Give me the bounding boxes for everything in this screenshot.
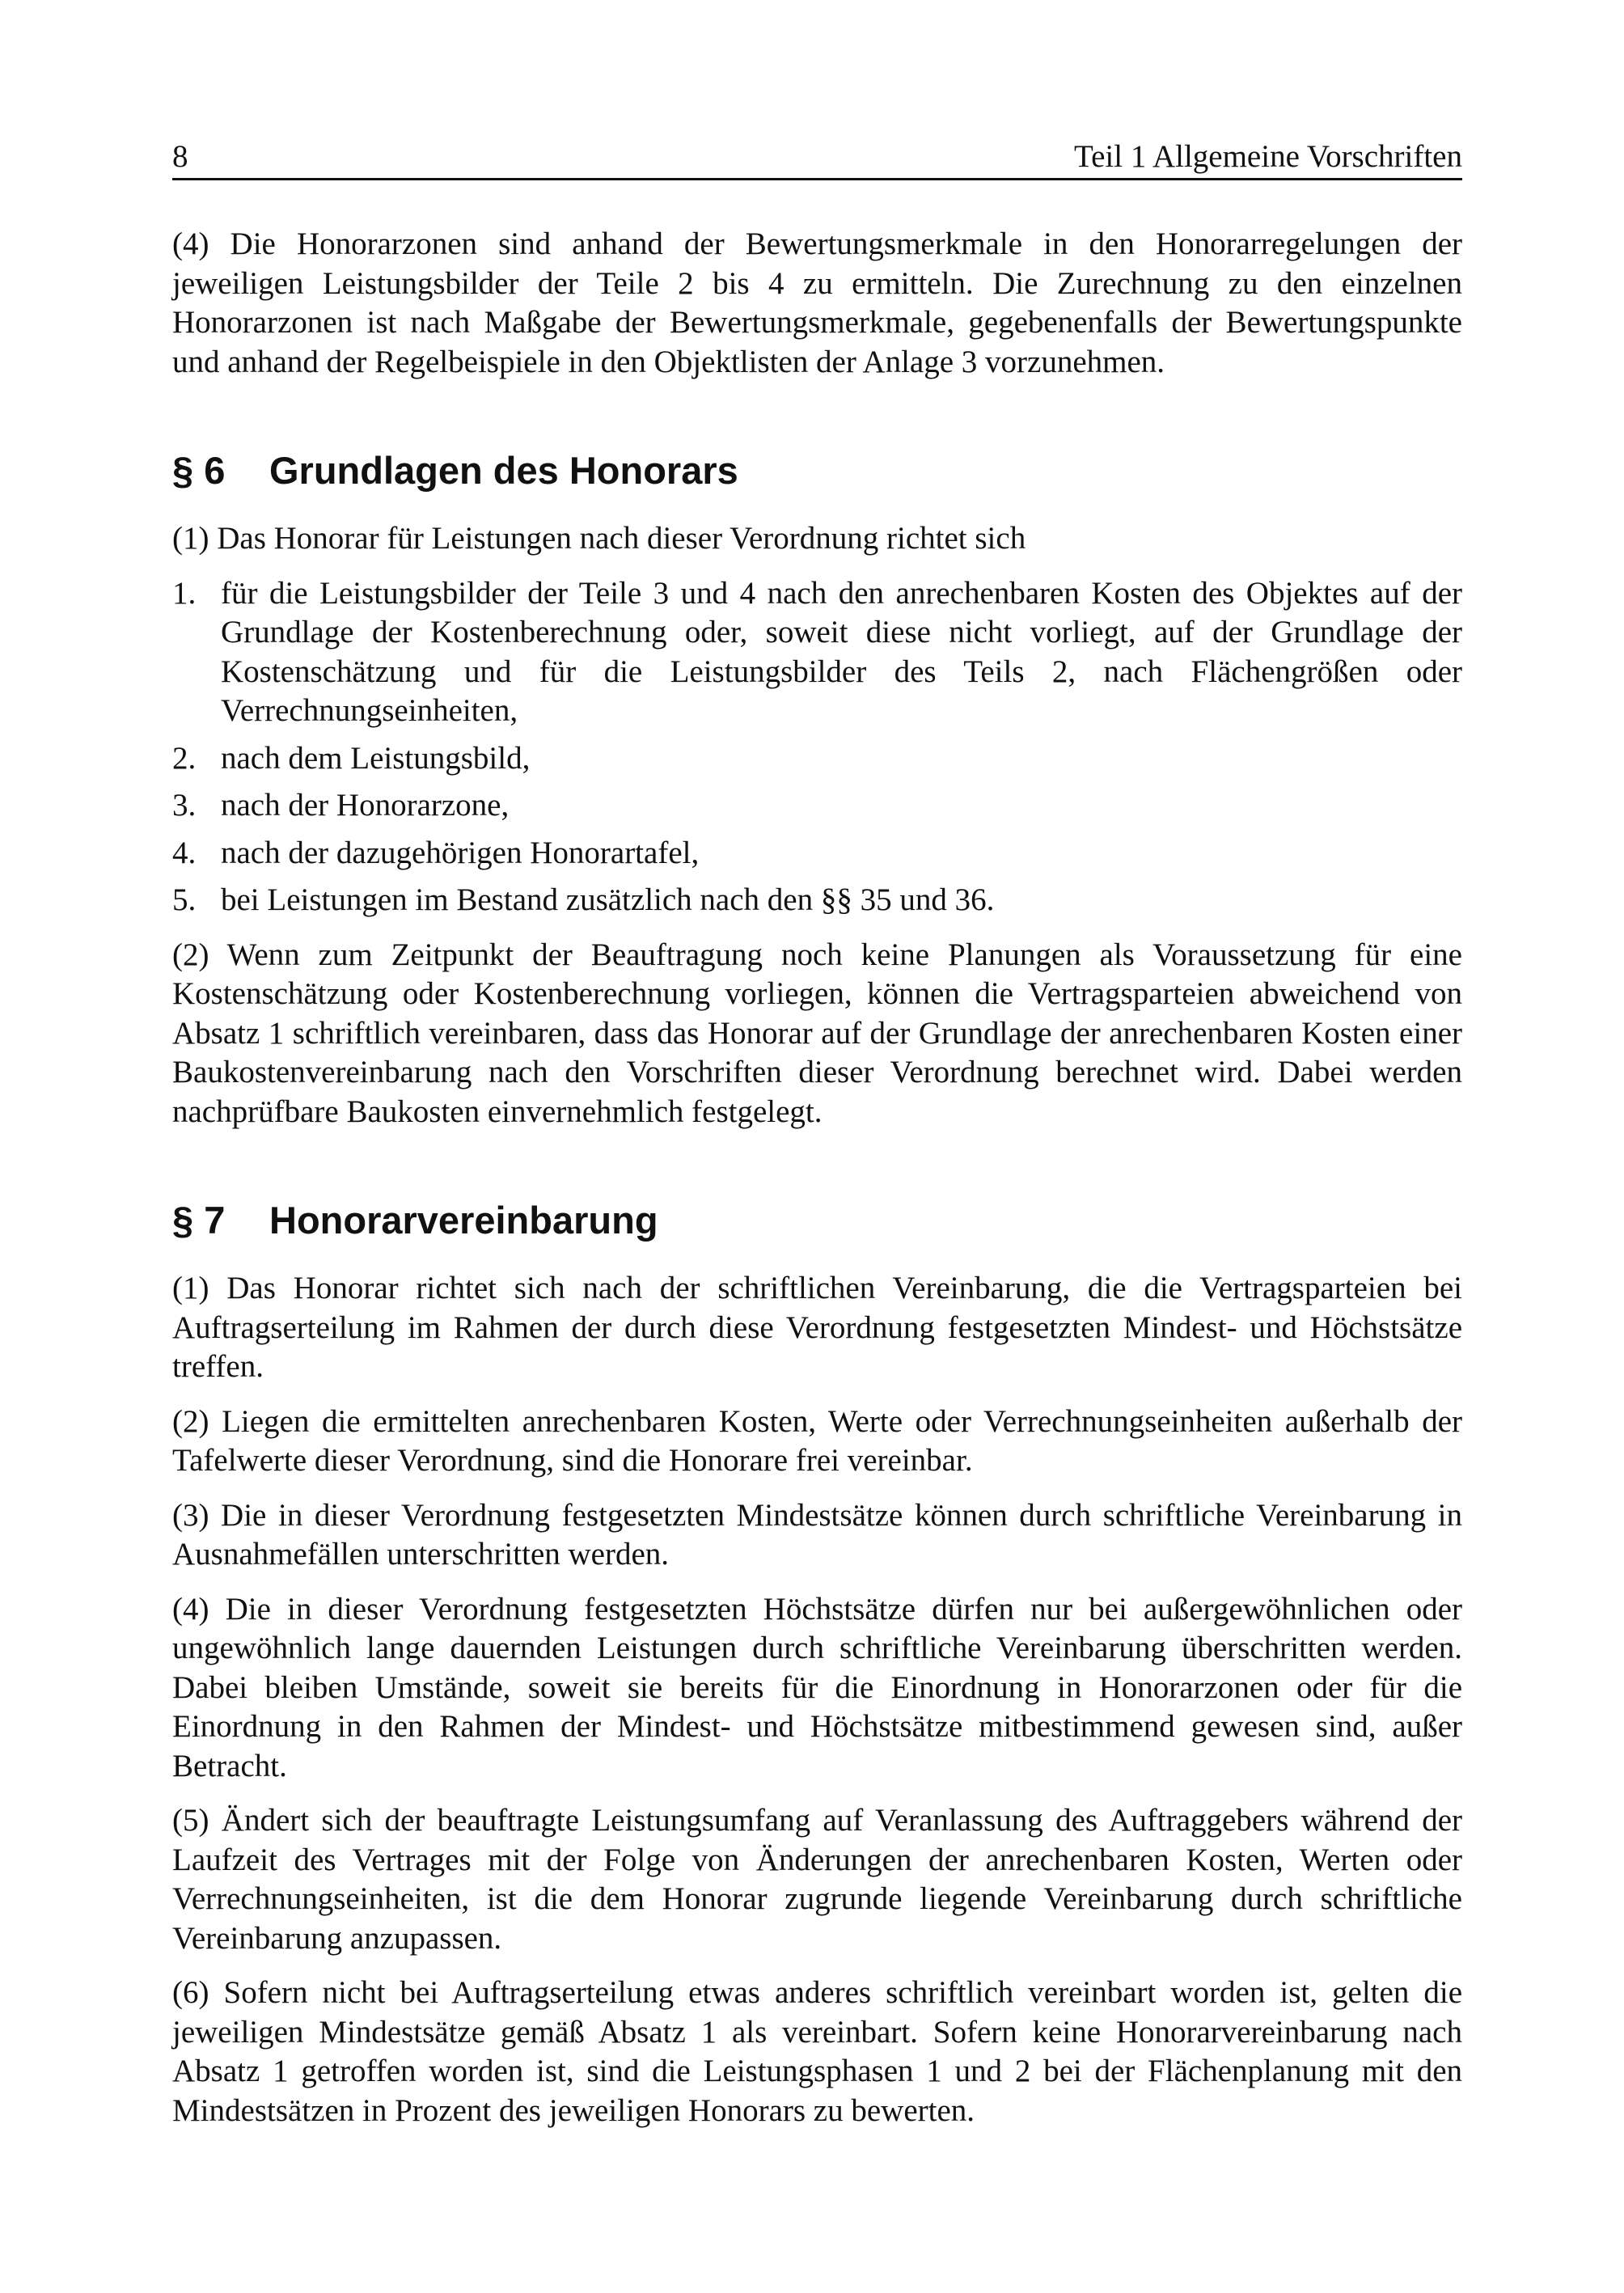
page-number: 8 [172,139,188,174]
list-item-text: für die Leistungsbilder der Teile 3 und 4 nach den anrechenbaren Kosten des Objektes auf der Grundlage der Kostenberechnung oder, soweit diese nicht vorliegt, auf der Grundlage der Kostenschätzung und für die Leistungsbilder des Teils 2, nach Flächengrößen oder Verrechnungseinheiten, [221,575,1462,728]
section-7-heading [172,1196,1462,1245]
section-7-paragraph-1: (1) Das Honorar richtet sich nach der schriftlichen Vereinbarung, die die Vertragsparteien bei Auftragserteilung im Rahmen der durch diese Verordnung festgesetzten Mindest- und Höchstsätze treffen. [172,1271,1462,1384]
list-item-number: 1. [172,575,197,611]
list-item [172,786,1462,826]
list-item-text: nach der Honorarzone, [221,788,510,823]
section-7-paragraph-2: (2) Liegen die ermittelten anrechenbaren Kosten, Werte oder Verrechnungseinheiten außerhalb der Tafelwerte dieser Verordnung, sind die Honorare frei vereinbar. [172,1403,1462,1478]
list-item-text: bei Leistungen im Bestand zusätzlich nach den §§ 35 und 36. [221,882,995,917]
list-item [172,574,1462,731]
list-item-number: 2. [172,740,197,776]
section-7-paragraph-5: (5) Ändert sich der beauftragte Leistungsumfang auf Veranlassung des Auftraggebers während der Laufzeit des Vertrages mit der Folge von Änderungen der anrechenbaren Kosten, Werten oder Verrechnungseinheiten, ist die dem Honorar zugrunde liegende Vereinbarung durch schriftliche Vereinbarung anzupassen. [172,1803,1462,1956]
section-7-number: § 7 [172,1199,226,1242]
list-item-text: nach der dazugehörigen Honorartafel, [221,835,700,870]
section-7-paragraph-4: (4) Die in dieser Verordnung festgesetzten Höchstsätze dürfen nur bei außergewöhnlichen oder ungewöhnlich lange dauernden Leistungen durch schriftliche Vereinbarung überschritten werden. Dabei bleiben Umstände, soweit sie bereits für die Einordnung in Honorarzonen oder für die Einordnung in den Rahmen der Mindest- und Höchstsätze mitbestimmend gewesen sind, außer Betracht. [172,1591,1462,1783]
section-6-paragraph-2: (2) Wenn zum Zeitpunkt der Beauftragung noch keine Planungen als Voraussetzung für eine Kostenschätzung oder Kostenberechnung vorliegen, können die Vertragsparteien abweichend von Absatz 1 schriftlich vereinbaren, dass das Honorar auf der Grundlage der anrechenbaren Kosten einer Baukostenvereinbarung nach den Vorschriften dieser Verordnung berechnet wird. Dabei werden nachprüfbare Baukosten einvernehmlich festgelegt. [172,937,1462,1129]
list-item [172,739,1462,779]
section-6-number: § 6 [172,449,226,492]
intro-paragraph: (4) Die Honorarzonen sind anhand der Bewertungsmerkmale in den Honorarregelungen der jeweiligen Leistungsbilder der Teile 2 bis 4 zu ermitteln. Die Zurechnung zu den einzelnen Honorarzonen ist nach Maßgabe der Bewertungsmerkmale, gegebenenfalls der Bewertungspunkte und anhand der Regelbeispiele in den Objektlisten der Anlage 3 vorzunehmen. [172,226,1462,379]
section-6-paragraph-1: (1) Das Honorar für Leistungen nach dieser Verordnung richtet sich [172,521,1026,556]
section-7-title: Honorarvereinbarung [269,1199,658,1242]
section-6-list [172,574,1462,920]
running-header-title: Teil 1 Allgemeine Vorschriften [1074,139,1462,174]
list-item [172,834,1462,874]
list-item-number: 5. [172,882,197,917]
section-7-paragraph-6: (6) Sofern nicht bei Auftragserteilung etwas anderes schriftlich vereinbart worden ist, gelten die jeweiligen Mindestsätze gemäß Absatz 1 als vereinbart. Sofern keine Honorarvereinbarung nach Absatz 1 getroffen worden ist, sind die Leistungsphasen 1 und 2 bei der Flächenplanung mit den Mindestsätzen in Prozent des jeweiligen Honorars zu bewerten. [172,1975,1462,2128]
list-item-number: 4. [172,835,197,870]
section-7-paragraph-3: (3) Die in dieser Verordnung festgesetzten Mindestsätze können durch schriftliche Vereinbarung in Ausnahmefällen unterschritten werden. [172,1497,1462,1572]
page-content [172,225,1462,2146]
section-6-heading [172,446,1462,495]
list-item [172,881,1462,920]
list-item-text: nach dem Leistungsbild, [221,740,531,776]
list-item-number: 3. [172,788,197,823]
section-6-title: Grundlagen des Honorars [269,449,738,492]
running-header [172,136,1462,180]
